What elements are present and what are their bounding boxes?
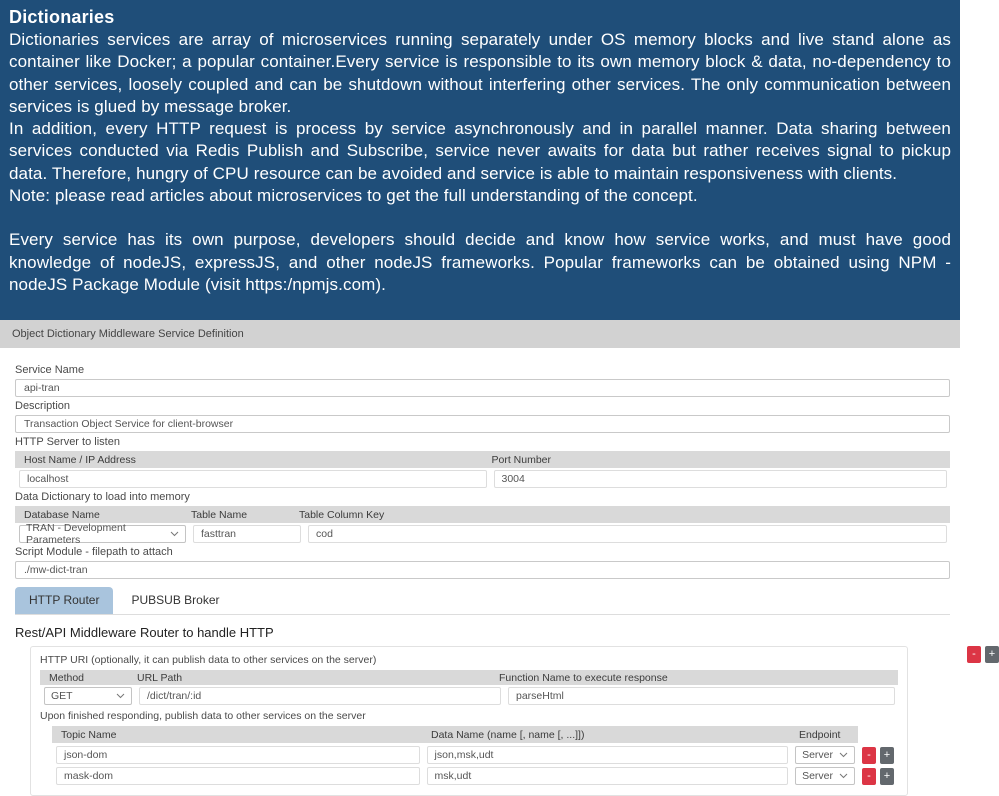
app-screenshot [0, 320, 996, 796]
chevron-down-icon [839, 752, 848, 758]
description-label: Description [15, 400, 71, 412]
app-title-bar [0, 320, 960, 348]
method-column-header: Method [49, 671, 85, 684]
remove-publish-row-button[interactable]: - [862, 747, 876, 764]
column-key-column-header: Table Column Key [299, 508, 385, 521]
endpoint-select[interactable] [795, 767, 855, 785]
database-select-value: TRAN - Development Parameters [26, 522, 126, 546]
add-uri-button[interactable]: + [985, 646, 999, 663]
publish-table [52, 726, 858, 743]
http-router-panel-wrap [15, 646, 996, 796]
chevron-down-icon [116, 693, 125, 699]
function-name-input[interactable]: parseHtml [508, 687, 895, 705]
data-dictionary-label: Data Dictionary to load into memory [15, 491, 190, 503]
topic-name-column-header: Topic Name [61, 728, 117, 741]
uri-row-buttons [963, 646, 999, 663]
intro-paragraph-1: Dictionaries services are array of microservices running separately under OS memory blocks and live stand alone as container like Docker; a popular container.Every service is responsible to its own memory block & data, no-dependency to other services, loosely coupled and can be shutdown without interfering other services. The only communication between services is glued by message broker. [9, 30, 951, 116]
tab-bar [15, 587, 950, 615]
host-column-header: Host Name / IP Address [24, 453, 136, 466]
data-name-column-header: Data Name (name [, name [, ...]]) [431, 728, 585, 741]
port-column-header: Port Number [491, 453, 552, 466]
http-server-label: HTTP Server to listen [15, 436, 120, 448]
topic-name-input[interactable]: json-dom [56, 746, 420, 764]
add-publish-row-button[interactable]: + [880, 768, 894, 785]
method-select-value: GET [51, 690, 73, 702]
publish-label: Upon finished responding, publish data to other services on the server [40, 710, 366, 722]
url-path-column-header: URL Path [137, 671, 183, 684]
http-server-table [15, 451, 950, 488]
slide-title: Dictionaries [9, 7, 115, 27]
http-server-table-header [15, 451, 950, 468]
table-name-input[interactable]: fasttran [193, 525, 301, 543]
endpoint-select-value: Server [802, 770, 833, 782]
add-publish-row-button[interactable]: + [880, 747, 894, 764]
chevron-down-icon [839, 773, 848, 779]
http-uri-panel [30, 646, 908, 796]
endpoint-select-value: Server [802, 749, 833, 761]
endpoint-select[interactable] [795, 746, 855, 764]
script-module-label: Script Module - filepath to attach [15, 546, 173, 558]
intro-paragraph-4: Every service has its own purpose, developers should decide and know how service works, and must have good knowledge of nodeJS, expressJS, and other nodeJS frameworks. Popular frameworks can be obtained using NPM - nodeJS Package Module (visit https:/npmjs.com). [9, 230, 951, 294]
intro-paragraph-2: In addition, every HTTP request is process by service asynchronously and in parallel manner. Data sharing between services conducted via Redis Publish and Subscribe, service never awaits for data but rather receives signal to pickup data. Therefore, hungry of CPU resource can be avoided and service is able to maintain responsiveness with clients. [9, 119, 951, 183]
data-dictionary-table-row [15, 522, 950, 546]
table-name-column-header: Table Name [191, 508, 248, 521]
http-uri-table-header [40, 670, 898, 685]
intro-paragraph-3: Note: please read articles about microservices to get the full understanding of the concept. [9, 186, 698, 206]
topic-name-input[interactable]: mask-dom [56, 767, 420, 785]
data-dictionary-table-header [15, 506, 950, 523]
http-server-table-row [15, 470, 950, 488]
data-name-input[interactable]: msk,udt [427, 767, 789, 785]
script-module-input[interactable] [15, 561, 950, 579]
endpoint-column-header: Endpoint [799, 728, 841, 741]
url-path-input[interactable]: /dict/tran/:id [139, 687, 501, 705]
database-select[interactable] [19, 522, 186, 546]
service-name-input[interactable] [15, 379, 950, 397]
publish-table-header [52, 726, 858, 743]
http-uri-table-row [40, 687, 898, 705]
host-input[interactable]: localhost [19, 470, 487, 488]
remove-publish-row-button[interactable]: - [862, 768, 876, 785]
tab-pubsub-broker[interactable]: PUBSUB Broker [131, 593, 220, 607]
function-name-column-header: Function Name to execute response [499, 671, 668, 684]
router-heading: Rest/API Middleware Router to handle HTTP [15, 625, 274, 640]
service-definition-form [0, 348, 996, 796]
port-input[interactable]: 3004 [494, 470, 948, 488]
data-dictionary-table [15, 506, 950, 546]
remove-uri-button[interactable]: - [967, 646, 981, 663]
database-column-header: Database Name [24, 508, 100, 521]
method-select[interactable] [44, 687, 132, 705]
intro-paragraph-blank [9, 207, 951, 229]
http-uri-table [40, 670, 898, 705]
publish-row [52, 767, 898, 785]
http-uri-label: HTTP URI (optionally, it can publish data to other services on the server) [40, 654, 377, 666]
publish-section [52, 726, 898, 785]
service-name-label: Service Name [15, 364, 85, 376]
intro-section [0, 0, 960, 320]
column-key-input[interactable]: cod [308, 525, 947, 543]
description-input[interactable] [15, 415, 950, 433]
app-title: Object Dictionary Middleware Service Definition [12, 328, 244, 340]
tab-http-router[interactable]: HTTP Router [15, 587, 113, 614]
data-name-input[interactable]: json,msk,udt [427, 746, 789, 764]
publish-row [52, 746, 898, 764]
chevron-down-icon [170, 531, 179, 537]
